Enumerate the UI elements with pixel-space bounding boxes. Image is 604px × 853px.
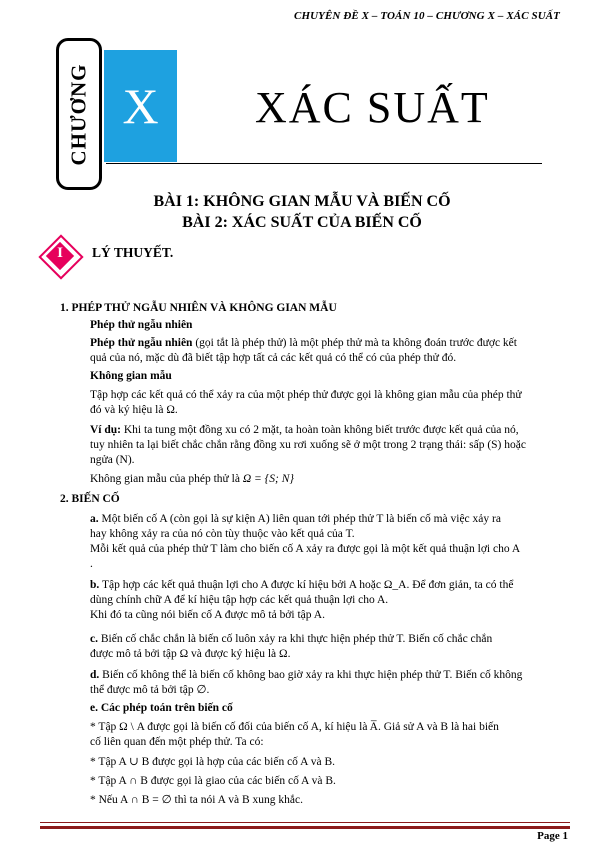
part2-c	[90, 632, 575, 662]
running-head: CHUYÊN ĐỀ X – TOÁN 10 – CHƯƠNG X – XÁC SUẤT	[294, 10, 560, 22]
example-label: Ví dụ:	[90, 424, 121, 436]
part1-heading: 1. PHÉP THỬ NGẪU NHIÊN VÀ KHÔNG GIAN MẪU	[60, 302, 337, 314]
part1-sub2: Không gian mẫu	[90, 370, 172, 382]
lesson-2-title: BÀI 2: XÁC SUẤT CỦA BIẾN CỐ	[182, 214, 422, 231]
part2-e3: * Tập A ∩ B được gọi là giao của các biến cố A và B.	[90, 775, 336, 787]
b-line1: Tập hợp các kết quả thuận lợi cho A được kí hiệu bởi A hoặc Ω_A. Để đơn giản, ta có thể	[99, 579, 514, 591]
p3-line1: Khi ta tung một đồng xu có 2 mặt, ta hoàn toàn không biết trước được kết quả của nó,	[121, 424, 519, 436]
chapter-number: X	[122, 78, 159, 134]
a-line4: .	[90, 558, 93, 570]
sample-space-formula: Ω = {S; N}	[242, 473, 294, 485]
chapter-rule	[106, 163, 542, 164]
section-title: LÝ THUYẾT.	[92, 245, 174, 260]
p1-term: Phép thử ngẫu nhiên	[90, 337, 193, 349]
part1-sub1: Phép thử ngẫu nhiên	[90, 319, 193, 331]
d-line2: thể được mô tả bởi tập ∅.	[90, 684, 210, 696]
part2-e4: * Nếu A ∩ B = ∅ thì ta nói A và B xung khắc.	[90, 794, 303, 806]
e1-line2: cố liên quan đến một phép thử. Ta có:	[90, 736, 264, 748]
a-label: a.	[90, 513, 99, 525]
part2-a	[90, 512, 575, 572]
section-number: I	[57, 245, 63, 261]
c-line2: được mô tả bởi tập Ω và được ký hiệu là Ω.	[90, 648, 291, 660]
b-line3: Khi đó ta cũng nói biến cố A được mô tả bởi tập A.	[90, 609, 325, 621]
a-line1: Một biến cố A (còn gọi là sự kiện A) liên quan tới phép thử T là biến cố mà việc xảy ra	[98, 513, 501, 525]
part1-p3	[90, 423, 570, 468]
p3-line2: tuy nhiên ta lại biết chắc chắn rằng đồng xu rơi xuống sẽ ở một trong 2 trạng thái: sấp (S) hoặc	[90, 439, 526, 451]
p1-line1: (gọi tắt là phép thử) là một phép thử mà ta không đoán trước được kết	[192, 337, 517, 349]
page-number: Page 1	[537, 830, 568, 842]
part2-e-heading: e. Các phép toán trên biến cố	[90, 702, 233, 714]
e1-line1: * Tập Ω \ A được gọi là biến cố đối của biến cố A, kí hiệu là A̅. Giả sử A và B là hai biến	[90, 721, 499, 733]
b-label: b.	[90, 579, 100, 591]
chapter-title: XÁC SUẤT	[255, 83, 490, 132]
c-line1: Biến cố chắc chắn là biến cố luôn xảy ra khi thực hiện phép thử T. Biến cố chắc chắn	[97, 633, 493, 645]
p1-line2: quả của nó, mặc dù đã biết tập hợp tất cả các kết quả có thể có của phép thử đó.	[90, 352, 457, 364]
chapter-number-box	[104, 50, 177, 162]
d-line1: Biến cố không thể là biến cố không bao giờ xảy ra khi thực hiện phép thử T. Biến cố không	[99, 669, 523, 681]
footer-rule-thick	[40, 826, 570, 829]
footer-rule-thin	[40, 822, 570, 823]
part1-p2	[90, 388, 570, 418]
lesson-1-title: BÀI 1: KHÔNG GIAN MẪU VÀ BIẾN CỐ	[153, 193, 451, 210]
p4-text: Không gian mẫu của phép thử là	[90, 473, 243, 485]
b-line2: dùng chính chữ A để kí hiệu tập hợp các kết quả thuận lợi cho A.	[90, 594, 389, 606]
d-label: d.	[90, 669, 100, 681]
p2-line2: đó và ký hiệu là Ω.	[90, 404, 178, 416]
part2-heading: 2. BIẾN CỐ	[60, 493, 120, 505]
part2-b	[90, 578, 575, 623]
chapter-label: CHƯƠNG	[66, 62, 91, 166]
p2-line1: Tập hợp các kết quả có thể xảy ra của một phép thử được gọi là không gian mẫu của phép thử	[90, 389, 522, 401]
part1-p4	[90, 472, 294, 487]
a-line3: Mỗi kết quả của phép thử T làm cho biến cố A xảy ra được gọi là một kết quả thuận lợi cho A	[90, 543, 521, 555]
p3-line3: ngửa (N).	[90, 454, 135, 466]
a-line2: hay không xảy ra của nó còn tùy thuộc vào kết quả của T.	[90, 528, 355, 540]
section-marker	[40, 236, 80, 276]
chapter-label-box	[56, 38, 102, 190]
part2-e2: * Tập A ∪ B được gọi là hợp của các biến cố A và B.	[90, 756, 335, 768]
c-label: c.	[90, 633, 98, 645]
part2-d	[90, 668, 575, 698]
part1-p1	[90, 336, 570, 366]
part2-e1	[90, 720, 575, 750]
